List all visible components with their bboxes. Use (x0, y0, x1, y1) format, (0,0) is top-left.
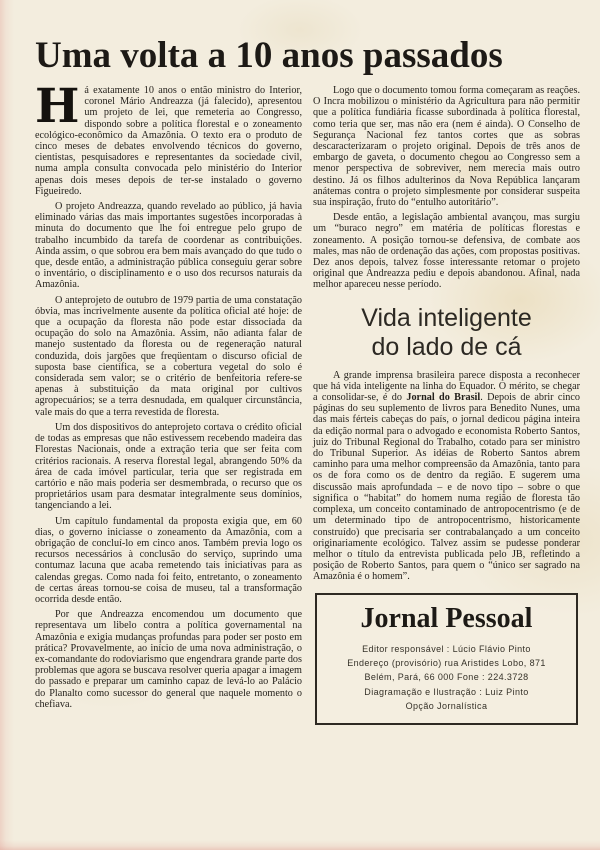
paragraph: O anteprojeto de outubro de 1979 partia de uma constatação óbvia, mas incrivelmente ausente da política oficial até hoje: de que a ocupação da floresta não pode estar dissociada da ocupação do solo na Amazônia. Assim, não adianta falar de manejo sustentado da floresta ou de regeneração natural conduzida, dois jargões que freqüentam o discurso oficial de suposta base científica, se a cobertura vegetal do solo é considerada sem valor; se o critério de benfeitoria refere-se apenas à substituição da mata original por cultivos agropecuários; se a terra desnudada, em qualquer circunstância, vale mais do que a terra revestida de floresta. (35, 294, 302, 418)
paragraph: Logo que o documento tomou forma começaram as reações. O Incra mobilizou o ministério da Agricultura para não permitir que a política fundiária ficasse subordinada à política florestal, como teria que ser, mas não era (nem é ainda). O Conselho de Segurança Nacional fez tantos cortes que as sobras descaracterizaram o projeto original. Depois de três anos de embargo de gaveta, o documento chegou ao Congresso sem a menor perspectiva de sobreviver, nem merecia mais outro destino. Já os filhos adulterinos da Nova República lançaram anátemas contra o projeto simplesmente por considerar suspeita sua inspiração, fruto do “entulho autoritário”. (313, 85, 580, 209)
masthead-info (323, 642, 570, 714)
page-title: Uma volta a 10 anos passados (35, 35, 503, 76)
bold-newspaper-name: Jornal do Brasil (406, 392, 481, 404)
paragraph: O projeto Andreazza, quando revelado ao público, já havia eliminado várias das mais importantes sugestões incorporadas à minuta do documento que lhe foi entregue pelo grupo de trabalho incumbido da tarefa de coordenar as contribuições. Ainda assim, o que sobrou era bem mais avançado do que tudo o que, desde então, a administração pública conseguiu gerar sobre o inventário, o disciplinamento e o uso dos recursos naturais da Amazônia. (35, 201, 302, 291)
masthead-line-city-phone: Belém, Pará, 66 000 Fone : 224.3728 (364, 672, 529, 683)
paragraph (35, 79, 302, 197)
paragraph: Um dos dispositivos do anteprojeto cortava o crédito oficial de todas as empresas que não estivessem recebendo madeira das Florestas Nacionais, onde a extração teria que ser feita com critérios racionais. A reserva florestal legal, abrangendo 50% da área de cada imóvel particular, teria que ser registrada em cartório e não mais poderia ser desmembrada, o recurso que os proprietários usam para desmatar integralmente seus domínios, tangenciando a lei. (35, 421, 302, 512)
masthead-line-editor: Editor responsável : Lúcio Flávio Pinto (362, 643, 531, 654)
masthead-line-imprint: Opção Jornalística (405, 701, 488, 712)
masthead-line-address: Endereço (provisório) rua Aristides Lobo, 871 (347, 657, 546, 668)
section-heading-line1: Vida inteligente (361, 303, 532, 332)
paragraph (313, 370, 580, 583)
paragraph-text: á exatamente 10 anos o então ministro do Interior, coronel Mário Andreazza (já falecido), apresentou um projeto de lei, que remeteria ao Congresso, dispondo sobre a política florestal e o zoneamento ecológico-econômico da Amazônia. O texto era o produto de cinco meses de debates envolvendo técnicos do governo, cientistas, pesquisadores e representantes da sociedade civil, numa ampla consulta convocada pelo ministério do Interior apenas dois meses depois de ter-se instalado o governo Figueiredo. (35, 85, 302, 197)
paragraph: Um capítulo fundamental da proposta exigia que, em 60 dias, o governo iniciasse o zoneamento da Amazônia, com a obrigação de concluí-lo em cinco anos. Também previa logo os recursos necessários à conclusão do serviço, suprindo uma contumaz lacuna que acaba remetendo tais iniciativas para as calendas gregas. Como nada foi feito, entretanto, o zoneamento de certas áreas tornou-se coisa de museu, tal a transformação ocorrida desde então. (35, 515, 302, 605)
paragraph-text: . Depois de abrir cinco páginas do seu suplemento de livros para Benedito Nunes, uma das mais férteis cabeças do país, o jornal dedicou página inteira da edição normal para o advogado e economista Roberto Santos, juiz do Tribunal Regional do Trabalho, cotado para ser ministro do Tribunal Superior. As idéias de Roberto Santos abrem caminho para uma melhor compreensão da Amazônia, tanto para os de fora como os de dentro da região. E sugerem uma discussão mais aprofundada – e de novo tipo – sobre o que significa o “habitat” do homem numa região de floresta tão complexa, um conceito contaminado de antropocentrismo (e de um determinado tipo de antropocentrismo, historicamente construído) que precisaria ser contrabalançado a um conceito originariamente ecológico. Talvez assim se pudesse ponderar melhor o título da entrevista publicada pelo JB, refletindo a posição de Roberto Santos, para quem o “único ser sagrado na Amazônia é o homem”. (313, 392, 580, 583)
paragraph: Desde então, a legislação ambiental avançou, mas surgiu um “buraco negro” em matéria de políticas florestas e zoneamento. A posição tornou-se defensiva, de combate aos males, mas não de ordenação das ações, com propostas positivas. Dez anos depois, talvez fosse interessante retomar o projeto original que Andreazza pediu e depois abandonou. Afinal, nada melhor apareceu nesse período. (313, 212, 580, 291)
paragraph: Por que Andreazza encomendou um documento que representava um libelo contra a política governamental na Amazônia e exigia mudanças profundas para poder ser posto em prática? Provavelmente, ao início de uma nova administração, o ex-comandante do rodoviarismo que engendrara grande parte dos problemas que agora se buscava resolver queria apagar a imagem do passado e preparar um caminho capaz de levá-lo ao Palácio do Planalto como sucessor do general que naquele momento o chefiava. (35, 609, 302, 710)
masthead-line-design: Diagramação e Ilustração : Luiz Pinto (364, 686, 529, 697)
article-columns (35, 79, 580, 725)
column-left (35, 79, 302, 714)
column-right (313, 85, 580, 725)
masthead-box (315, 593, 578, 725)
paragraph-text: A grande imprensa brasileira parece disposta a reconhecer que há vida inteligente na linha do Equador. O mérito, se chegar a consolidar-se, é do (313, 369, 580, 404)
drop-cap: H (35, 79, 80, 134)
section-heading (319, 304, 574, 362)
section-heading-line2: do lado de cá (371, 332, 522, 361)
masthead-title: Jornal Pessoal (360, 602, 533, 634)
